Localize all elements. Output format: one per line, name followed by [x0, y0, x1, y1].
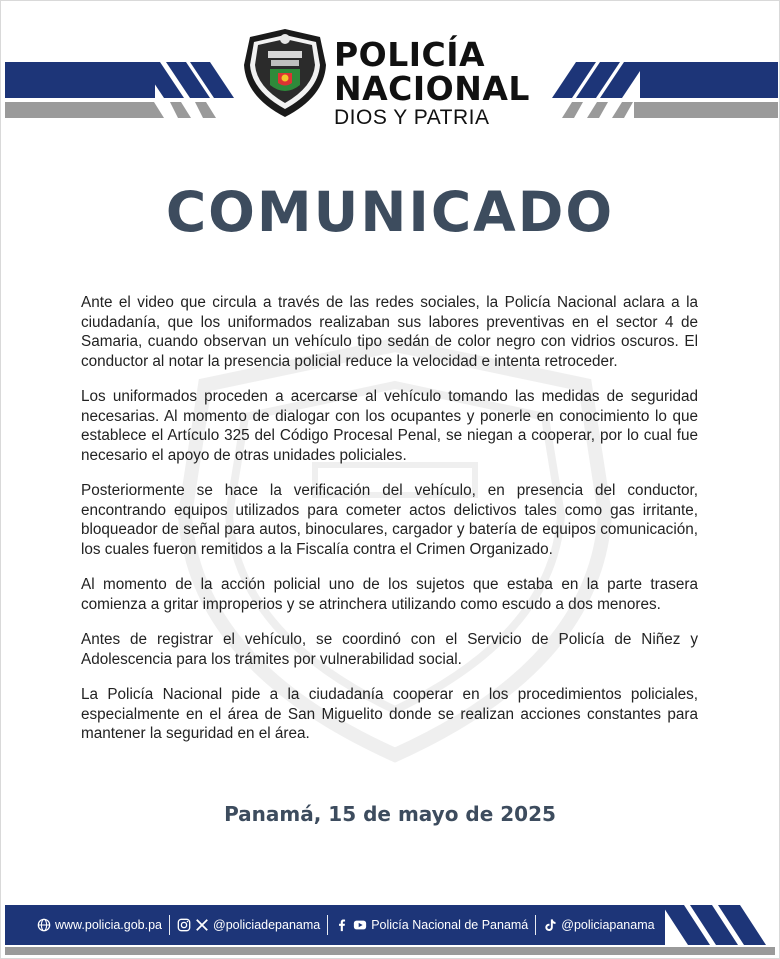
globe-icon	[37, 918, 51, 932]
facebook-icon	[335, 918, 349, 932]
paragraph: La Policía Nacional pide a la ciudadanía cooperar en los procedimientos policiales, especialmente en el área de San Miguelito donde se realizan acciones constantes para mantener la seguridad en el área.	[81, 686, 698, 742]
facebook-youtube-name[interactable]: Policía Nacional de Panamá	[371, 918, 529, 932]
police-badge-logo	[240, 27, 330, 119]
instagram-x-handle[interactable]: @policiadepanama	[213, 918, 321, 932]
tiktok-icon	[543, 918, 557, 932]
x-icon	[195, 918, 209, 932]
paragraph: Ante el video que circula a través de las redes sociales, la Policía Nacional aclara a la ciudadanía, que los uniformados realizaban sus labores preventivas en el sector 4 de Samaria, cuando observan un vehículo tipo sedán de color negro con vidrios oscuros. El conductor al notar la presencia policial reduce la velocidad e intenta retroceder.	[81, 294, 698, 370]
website-link[interactable]: www.policia.gob.pa	[55, 918, 163, 932]
statement-body	[81, 293, 698, 760]
statement-date: Panamá, 15 de mayo de 2025	[224, 802, 556, 826]
footer-tiktok[interactable]	[543, 918, 654, 932]
footer-facebook-youtube[interactable]	[335, 918, 528, 932]
youtube-icon	[353, 918, 367, 932]
footer-divider	[169, 915, 170, 935]
paragraph: Los uniformados proceden a acercarse al vehículo tomando las medidas de seguridad necesarias. Al momento de dialogar con los ocupantes y ponerle en conocimiento lo que establece el Artículo 325 del Código Procesal Penal, se niegan a cooperar, por lo cual fue necesario el apoyo de otras unidades policiales.	[81, 388, 698, 464]
footer-instagram-x[interactable]	[177, 918, 320, 932]
instagram-icon	[177, 918, 191, 932]
footer-website[interactable]	[37, 918, 162, 932]
org-name-line2: NACIONAL	[334, 69, 530, 108]
org-name-line1: POLICÍA	[334, 35, 486, 74]
page-title: COMUNICADO	[165, 180, 615, 244]
org-name	[334, 35, 530, 129]
paragraph: Al momento de la acción policial uno de los sujetos que estaba en la parte trasera comienza a gritar improperios y se atrinchera utilizando como escudo a dos menores.	[81, 576, 698, 613]
footer-gray-stripe	[5, 947, 775, 955]
paragraph: Antes de registrar el vehículo, se coordinó con el Servicio de Policía de Niñez y Adolescencia para los trámites por vulnerabilidad social.	[81, 631, 698, 668]
tiktok-handle[interactable]: @policiapanama	[561, 918, 655, 932]
footer-divider	[327, 915, 328, 935]
paragraph: Posteriormente se hace la verificación del vehículo, en presencia del conductor, encontrando equipos utilizados para cometer actos delictivos tales como gas irritante, bloqueador de señal para autos, binoculares, cargador y batería de equipos comunicación, los cuales fueron remitidos a la Fiscalía contra el Crimen Organizado.	[81, 482, 698, 558]
footer-bar	[5, 905, 665, 945]
footer-divider	[535, 915, 536, 935]
org-motto: DIOS Y PATRIA	[334, 106, 490, 129]
